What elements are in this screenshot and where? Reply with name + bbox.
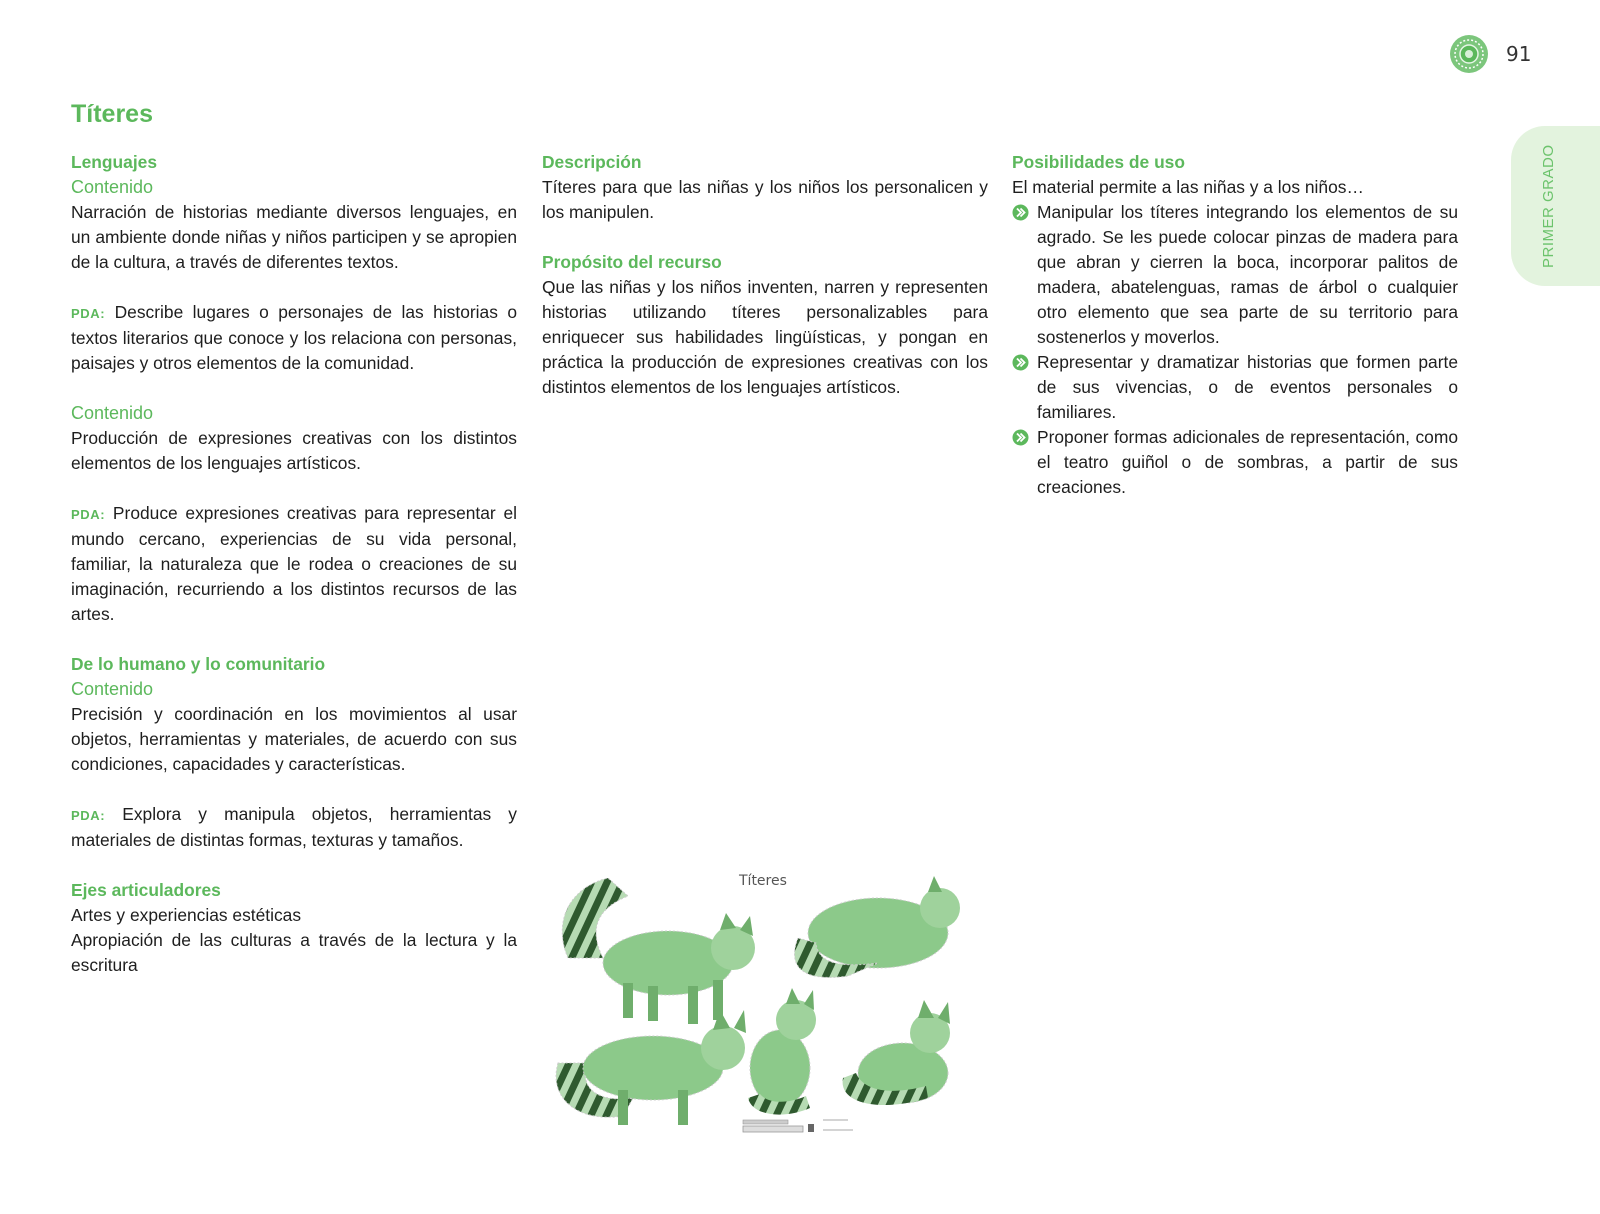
raccoon-figure — [843, 1000, 950, 1105]
chevron-right-icon — [1012, 354, 1029, 371]
posibilidades-intro: El material permite a las niñas y a los niños… — [1012, 177, 1364, 197]
pda-text: Explora y manipula objetos, herramientas y materiales de distintas formas, texturas y tamaños. — [71, 804, 517, 850]
pda-text: Describe lugares o personajes de las historias o textos literarios que conoce y los relaciona con personas, paisajes y otros elementos de la comunidad. — [71, 302, 517, 373]
pda-label: PDA: — [71, 507, 106, 522]
contenido-text: Producción de expresiones creativas con los distintos elementos de los lenguajes artísticos. — [71, 428, 517, 473]
eje-item: Apropiación de las culturas a través de la lectura y la escritura — [71, 930, 517, 975]
contenido-label: Contenido — [71, 403, 154, 423]
pda-label: PDA: — [71, 808, 106, 823]
column-curriculum — [71, 150, 517, 978]
contenido-label: Contenido — [71, 177, 154, 197]
list-item-text: Manipular los títeres integrando los elementos de su agrado. Se les puede colocar pinzas de madera para que abran y cierren la boca, incorporar palitos de madera, abatelenguas, ramas de árbol o cualquier otro elemento que sea parte de su territorio para sostenerlos y moverlos. — [1037, 202, 1458, 347]
column-uses — [1012, 150, 1458, 500]
list-item — [1012, 425, 1458, 500]
page-number: 91 — [1506, 42, 1532, 66]
proposito-text: Que las niñas y los niños inventen, narren y representen historias utilizando títeres personalizables para enriquecer sus habilidades lingüísticas, y pongan en práctica la producción de expresiones creativas con los distintos elementos de los lenguajes artísticos. — [542, 277, 988, 397]
section-heading-ejes: Ejes articuladores — [71, 880, 221, 900]
list-item — [1012, 200, 1458, 350]
column-description — [542, 150, 988, 400]
contenido-text: Precisión y coordinación en los movimientos al usar objetos, herramientas y materiales, de acuerdo con sus condiciones, capacidades y características. — [71, 704, 517, 774]
section-heading-humano: De lo humano y lo comunitario — [71, 654, 326, 674]
list-item-text: Proponer formas adicionales de representación, como el teatro guiñol o de sombras, a partir de sus creaciones. — [1037, 427, 1458, 497]
chevron-right-icon — [1012, 204, 1029, 221]
eje-item: Artes y experiencias estéticas — [71, 905, 302, 925]
page-title: Títeres — [71, 100, 153, 128]
list-item — [1012, 350, 1458, 425]
raccoon-figure — [748, 988, 816, 1115]
section-heading-descripcion: Descripción — [542, 152, 642, 172]
raccoon-figure — [562, 878, 755, 1024]
seal-icon — [1449, 34, 1489, 74]
raccoon-figure — [795, 876, 960, 977]
puppets-illustration — [548, 868, 978, 1146]
raccoon-figure — [556, 1010, 746, 1125]
contenido-label: Contenido — [71, 679, 154, 699]
contenido-text: Narración de historias mediante diversos lenguajes, en un ambiente donde niñas y niños participen y se apropien de la cultura, a través de diferentes textos. — [71, 202, 517, 272]
pda-text: Produce expresiones creativas para representar el mundo cercano, experiencias de su vida personal, familiar, la naturaleza que le rodea o creaciones de su imaginación, recurriendo a los distintos recursos de las artes. — [71, 503, 517, 624]
list-item-text: Representar y dramatizar historias que formen parte de sus vivencias, o de eventos personales o familiares. — [1037, 352, 1458, 422]
pda-paragraph — [71, 802, 517, 853]
descripcion-text: Títeres para que las niñas y los niños los personalicen y los manipulen. — [542, 177, 988, 222]
pda-paragraph — [71, 501, 517, 627]
pda-label: PDA: — [71, 306, 106, 321]
uses-list — [1012, 200, 1458, 500]
section-heading-proposito: Propósito del recurso — [542, 252, 722, 272]
clothespin-drawing — [743, 1120, 853, 1132]
pda-paragraph — [71, 300, 517, 376]
figure-label: Títeres — [739, 873, 787, 889]
chevron-right-icon — [1012, 429, 1029, 446]
side-tab-label: PRIMER GRADO — [1540, 144, 1557, 268]
section-heading-posibilidades: Posibilidades de uso — [1012, 152, 1185, 172]
section-heading-lenguajes: Lenguajes — [71, 152, 158, 172]
